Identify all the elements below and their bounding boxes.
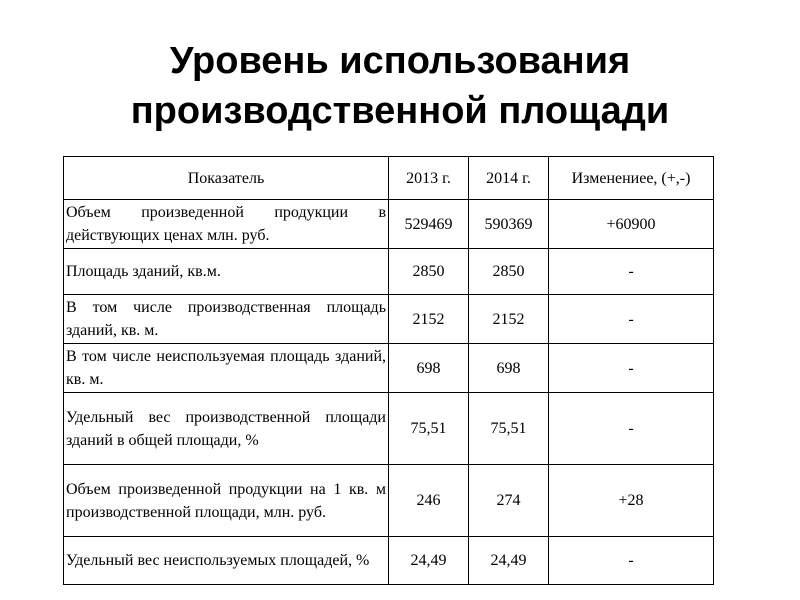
table-row <box>64 393 714 465</box>
row-value-2013: 698 <box>389 344 469 393</box>
row-value-2013: 24,49 <box>389 537 469 585</box>
header-indicator: Показатель <box>64 157 389 200</box>
row-indicator-name: Удельный вес производственной площади зданий в общей площади, % <box>64 393 389 465</box>
table-row <box>64 537 714 585</box>
table-row <box>64 344 714 393</box>
row-value-2013: 2850 <box>389 249 469 295</box>
row-value-change: - <box>549 295 714 344</box>
row-value-change: - <box>549 537 714 585</box>
header-2013: 2013 г. <box>389 157 469 200</box>
row-value-change: +28 <box>549 465 714 537</box>
row-value-change: - <box>549 393 714 465</box>
table-row <box>64 249 714 295</box>
row-value-2013: 529469 <box>389 200 469 249</box>
slide-title <box>0 36 800 136</box>
slide-title-line-2: производственной площади <box>130 90 670 132</box>
row-indicator-name: Объем произведенной продукции на 1 кв. м производственной площади, млн. руб. <box>64 465 389 537</box>
row-indicator-name: Площадь зданий, кв.м. <box>64 249 389 295</box>
row-indicator-name: Удельный вес неиспользуемых площадей, % <box>64 537 389 585</box>
row-value-2014: 590369 <box>469 200 549 249</box>
table-row <box>64 465 714 537</box>
row-value-2014: 698 <box>469 344 549 393</box>
row-value-2014: 24,49 <box>469 537 549 585</box>
row-value-2014: 274 <box>469 465 549 537</box>
indicators-table <box>63 156 714 585</box>
row-value-2013: 2152 <box>389 295 469 344</box>
row-value-2014: 2850 <box>469 249 549 295</box>
row-value-2013: 246 <box>389 465 469 537</box>
row-value-2013: 75,51 <box>389 393 469 465</box>
table-row <box>64 295 714 344</box>
row-value-2014: 2152 <box>469 295 549 344</box>
row-indicator-name: В том числе производственная площадь зданий, кв. м. <box>64 295 389 344</box>
row-value-change: - <box>549 249 714 295</box>
row-value-change: - <box>549 344 714 393</box>
row-value-change: +60900 <box>549 200 714 249</box>
header-change: Изменениее, (+,-) <box>549 157 714 200</box>
table-header-row <box>64 157 714 200</box>
row-value-2014: 75,51 <box>469 393 549 465</box>
row-indicator-name: Объем произведенной продукции в действующих ценах млн. руб. <box>64 200 389 249</box>
row-indicator-name: В том числе неиспользуемая площадь зданий, кв. м. <box>64 344 389 393</box>
table-row <box>64 200 714 249</box>
header-2014: 2014 г. <box>469 157 549 200</box>
slide-title-line-1: Уровень использования <box>169 40 631 82</box>
